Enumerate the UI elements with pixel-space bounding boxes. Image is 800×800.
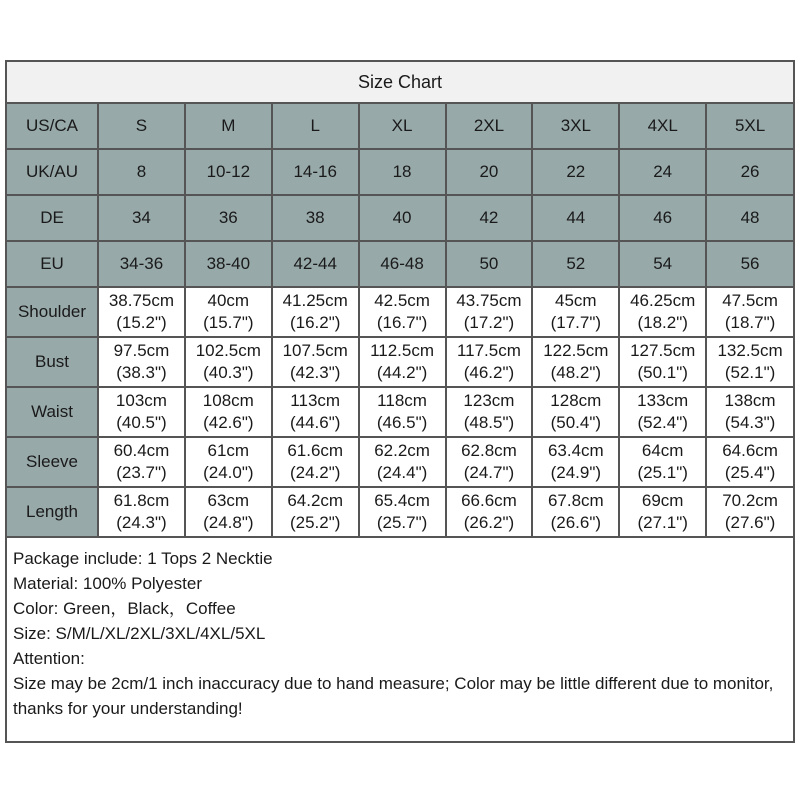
inch-value: (16.2") bbox=[289, 313, 341, 332]
package-info: Package include: 1 Tops 2 Necktie bbox=[13, 549, 273, 568]
cm-value: 60.4cm bbox=[113, 441, 170, 460]
measurement-cell bbox=[98, 337, 185, 387]
inch-value: (26.6") bbox=[550, 513, 602, 532]
cm-value: 123cm bbox=[463, 391, 515, 410]
inch-value: (17.2") bbox=[463, 313, 515, 332]
size-row bbox=[7, 149, 793, 195]
cm-value: 138cm bbox=[724, 391, 776, 410]
cm-value: 41.25cm bbox=[282, 291, 348, 310]
row-header: UK/AU bbox=[7, 149, 98, 195]
inch-value: (48.2") bbox=[550, 363, 602, 382]
measurement-cell bbox=[185, 387, 272, 437]
measurement-cell bbox=[98, 287, 185, 337]
measurement-cell bbox=[446, 287, 533, 337]
measurement-row bbox=[7, 487, 793, 537]
measurement-cell bbox=[532, 337, 619, 387]
cm-value: 118cm bbox=[377, 391, 427, 410]
chart-title: Size Chart bbox=[7, 62, 793, 104]
cm-value: 62.8cm bbox=[461, 441, 517, 460]
measurement-row bbox=[7, 337, 793, 387]
row-header: Length bbox=[7, 487, 98, 537]
cm-value: 46.25cm bbox=[630, 291, 696, 310]
cm-value: 128cm bbox=[550, 391, 602, 410]
size-cell: 46-48 bbox=[359, 241, 446, 287]
inch-value: (50.4") bbox=[550, 413, 602, 432]
inch-value: (54.3") bbox=[724, 413, 776, 432]
size-cell: 50 bbox=[446, 241, 533, 287]
cm-value: 67.8cm bbox=[547, 491, 604, 510]
inch-value: (25.1") bbox=[637, 463, 688, 482]
size-cell: L bbox=[272, 104, 359, 149]
measurement-cell bbox=[706, 287, 793, 337]
measurement-cell bbox=[272, 337, 359, 387]
inch-value: (18.2") bbox=[637, 313, 688, 332]
measurement-cell bbox=[446, 437, 533, 487]
size-cell: 44 bbox=[532, 195, 619, 241]
measurement-cell bbox=[446, 487, 533, 537]
size-cell: 46 bbox=[619, 195, 706, 241]
size-cell: 18 bbox=[359, 149, 446, 195]
inch-value: (40.5") bbox=[116, 413, 167, 432]
inch-value: (17.7") bbox=[550, 313, 602, 332]
inch-value: (25.7") bbox=[376, 513, 428, 532]
cm-value: 132.5cm bbox=[717, 341, 783, 360]
size-row bbox=[7, 195, 793, 241]
inch-value: (24.2") bbox=[289, 463, 341, 482]
size-cell: 2XL bbox=[446, 104, 533, 149]
cm-value: 61.8cm bbox=[113, 491, 170, 510]
measurement-row bbox=[7, 437, 793, 487]
product-info bbox=[7, 538, 793, 721]
measurement-cell bbox=[98, 437, 185, 487]
measurement-cell bbox=[185, 487, 272, 537]
cm-value: 97.5cm bbox=[113, 341, 170, 360]
measurement-cell bbox=[532, 287, 619, 337]
measurement-cell bbox=[98, 487, 185, 537]
measurement-cell bbox=[446, 337, 533, 387]
inch-value: (16.7") bbox=[376, 313, 428, 332]
size-cell: 56 bbox=[706, 241, 793, 287]
inch-value: (46.5") bbox=[376, 413, 428, 432]
cm-value: 122.5cm bbox=[543, 341, 609, 360]
attention-note: Size may be 2cm/1 inch inaccuracy due to hand measure; Color may be little different due to monitor, thanks for your understanding! bbox=[13, 674, 774, 718]
measurement-cell bbox=[706, 437, 793, 487]
inch-value: (26.2") bbox=[463, 513, 515, 532]
cm-value: 113cm bbox=[290, 391, 341, 410]
measurement-cell bbox=[619, 337, 706, 387]
measurement-cell bbox=[619, 437, 706, 487]
inch-value: (42.3") bbox=[289, 363, 341, 382]
inch-value: (24.7") bbox=[463, 463, 515, 482]
inch-value: (27.6") bbox=[724, 513, 776, 532]
measurement-cell bbox=[359, 437, 446, 487]
size-cell: 26 bbox=[706, 149, 793, 195]
row-header: Shoulder bbox=[7, 287, 98, 337]
material-info: Material: 100% Polyester bbox=[13, 574, 202, 593]
cm-value: 61cm bbox=[207, 441, 250, 460]
measurement-cell bbox=[185, 337, 272, 387]
size-cell: 14-16 bbox=[272, 149, 359, 195]
size-cell: 20 bbox=[446, 149, 533, 195]
size-cell: 54 bbox=[619, 241, 706, 287]
measurement-cell bbox=[359, 487, 446, 537]
measurement-cell bbox=[619, 487, 706, 537]
cm-value: 133cm bbox=[637, 391, 689, 410]
measurement-cell bbox=[706, 387, 793, 437]
size-cell: 38 bbox=[272, 195, 359, 241]
row-header: Bust bbox=[7, 337, 98, 387]
measurement-cell bbox=[532, 437, 619, 487]
size-cell: 24 bbox=[619, 149, 706, 195]
cm-value: 102.5cm bbox=[195, 341, 261, 360]
inch-value: (23.7") bbox=[116, 463, 167, 482]
size-row bbox=[7, 241, 793, 287]
measurement-cell bbox=[185, 287, 272, 337]
size-cell: 4XL bbox=[619, 104, 706, 149]
measurement-cell bbox=[706, 487, 793, 537]
size-row bbox=[7, 104, 793, 149]
cm-value: 45cm bbox=[555, 291, 597, 310]
cm-value: 62.2cm bbox=[374, 441, 430, 460]
inch-value: (24.3") bbox=[116, 513, 167, 532]
size-cell: M bbox=[185, 104, 272, 149]
cm-value: 64cm bbox=[641, 441, 684, 460]
inch-value: (27.1") bbox=[637, 513, 688, 532]
measurement-cell bbox=[706, 337, 793, 387]
measurement-cell bbox=[619, 387, 706, 437]
cm-value: 42.5cm bbox=[374, 291, 430, 310]
color-info: Color: Green，Black，Coffee bbox=[13, 599, 236, 618]
measurement-cell bbox=[359, 287, 446, 337]
inch-value: (48.5") bbox=[463, 413, 515, 432]
size-cell: 42 bbox=[446, 195, 533, 241]
measurement-cell bbox=[359, 387, 446, 437]
cm-value: 61.6cm bbox=[287, 441, 344, 460]
size-info: Size: S/M/L/XL/2XL/3XL/4XL/5XL bbox=[13, 624, 266, 643]
measurement-cell bbox=[272, 437, 359, 487]
measurement-cell bbox=[532, 487, 619, 537]
cm-value: 117.5cm bbox=[456, 341, 521, 360]
size-cell: 34-36 bbox=[98, 241, 185, 287]
inch-value: (44.2") bbox=[376, 363, 428, 382]
size-cell: 40 bbox=[359, 195, 446, 241]
size-chart bbox=[5, 60, 795, 743]
measurement-cell bbox=[272, 387, 359, 437]
inch-value: (15.2") bbox=[116, 313, 167, 332]
inch-value: (24.8") bbox=[203, 513, 254, 532]
measurement-cell bbox=[446, 387, 533, 437]
row-header: Waist bbox=[7, 387, 98, 437]
cm-value: 66.6cm bbox=[461, 491, 517, 510]
cm-value: 43.75cm bbox=[456, 291, 522, 310]
size-table bbox=[7, 104, 793, 538]
row-header: DE bbox=[7, 195, 98, 241]
measurement-row bbox=[7, 387, 793, 437]
row-header: EU bbox=[7, 241, 98, 287]
size-cell: 52 bbox=[532, 241, 619, 287]
size-cell: 34 bbox=[98, 195, 185, 241]
cm-value: 64.6cm bbox=[722, 441, 778, 460]
measurement-cell bbox=[359, 337, 446, 387]
cm-value: 69cm bbox=[641, 491, 684, 510]
inch-value: (15.7") bbox=[203, 313, 254, 332]
cm-value: 38.75cm bbox=[108, 291, 175, 310]
measurement-cell bbox=[619, 287, 706, 337]
size-cell: 48 bbox=[706, 195, 793, 241]
cm-value: 63cm bbox=[207, 491, 250, 510]
inch-value: (25.4") bbox=[724, 463, 776, 482]
size-cell: 42-44 bbox=[272, 241, 359, 287]
cm-value: 70.2cm bbox=[722, 491, 778, 510]
measurement-row bbox=[7, 287, 793, 337]
cm-value: 103cm bbox=[115, 391, 167, 410]
inch-value: (52.4") bbox=[637, 413, 688, 432]
measurement-cell bbox=[185, 437, 272, 487]
cm-value: 65.4cm bbox=[374, 491, 430, 510]
row-header: Sleeve bbox=[7, 437, 98, 487]
size-cell: 5XL bbox=[706, 104, 793, 149]
inch-value: (25.2") bbox=[289, 513, 341, 532]
cm-value: 108cm bbox=[202, 391, 254, 410]
size-cell: 3XL bbox=[532, 104, 619, 149]
size-cell: 36 bbox=[185, 195, 272, 241]
cm-value: 40cm bbox=[207, 291, 250, 310]
inch-value: (24.4") bbox=[376, 463, 428, 482]
attention-label: Attention: bbox=[13, 649, 85, 668]
inch-value: (24.9") bbox=[550, 463, 602, 482]
size-cell: S bbox=[98, 104, 185, 149]
inch-value: (50.1") bbox=[637, 363, 688, 382]
measurement-cell bbox=[532, 387, 619, 437]
inch-value: (44.6") bbox=[289, 413, 341, 432]
size-cell: XL bbox=[359, 104, 446, 149]
size-cell: 8 bbox=[98, 149, 185, 195]
inch-value: (40.3") bbox=[203, 363, 254, 382]
cm-value: 127.5cm bbox=[630, 341, 696, 360]
cm-value: 107.5cm bbox=[282, 341, 348, 360]
size-cell: 10-12 bbox=[185, 149, 272, 195]
size-cell: 22 bbox=[532, 149, 619, 195]
inch-value: (42.6") bbox=[203, 413, 254, 432]
cm-value: 63.4cm bbox=[547, 441, 604, 460]
inch-value: (46.2") bbox=[463, 363, 515, 382]
cm-value: 47.5cm bbox=[722, 291, 778, 310]
inch-value: (38.3") bbox=[116, 363, 167, 382]
row-header: US/CA bbox=[7, 104, 98, 149]
inch-value: (18.7") bbox=[724, 313, 776, 332]
size-cell: 38-40 bbox=[185, 241, 272, 287]
inch-value: (52.1") bbox=[724, 363, 776, 382]
cm-value: 64.2cm bbox=[287, 491, 344, 510]
inch-value: (24.0") bbox=[203, 463, 254, 482]
measurement-cell bbox=[272, 287, 359, 337]
cm-value: 112.5cm bbox=[370, 341, 435, 360]
measurement-cell bbox=[98, 387, 185, 437]
measurement-cell bbox=[272, 487, 359, 537]
